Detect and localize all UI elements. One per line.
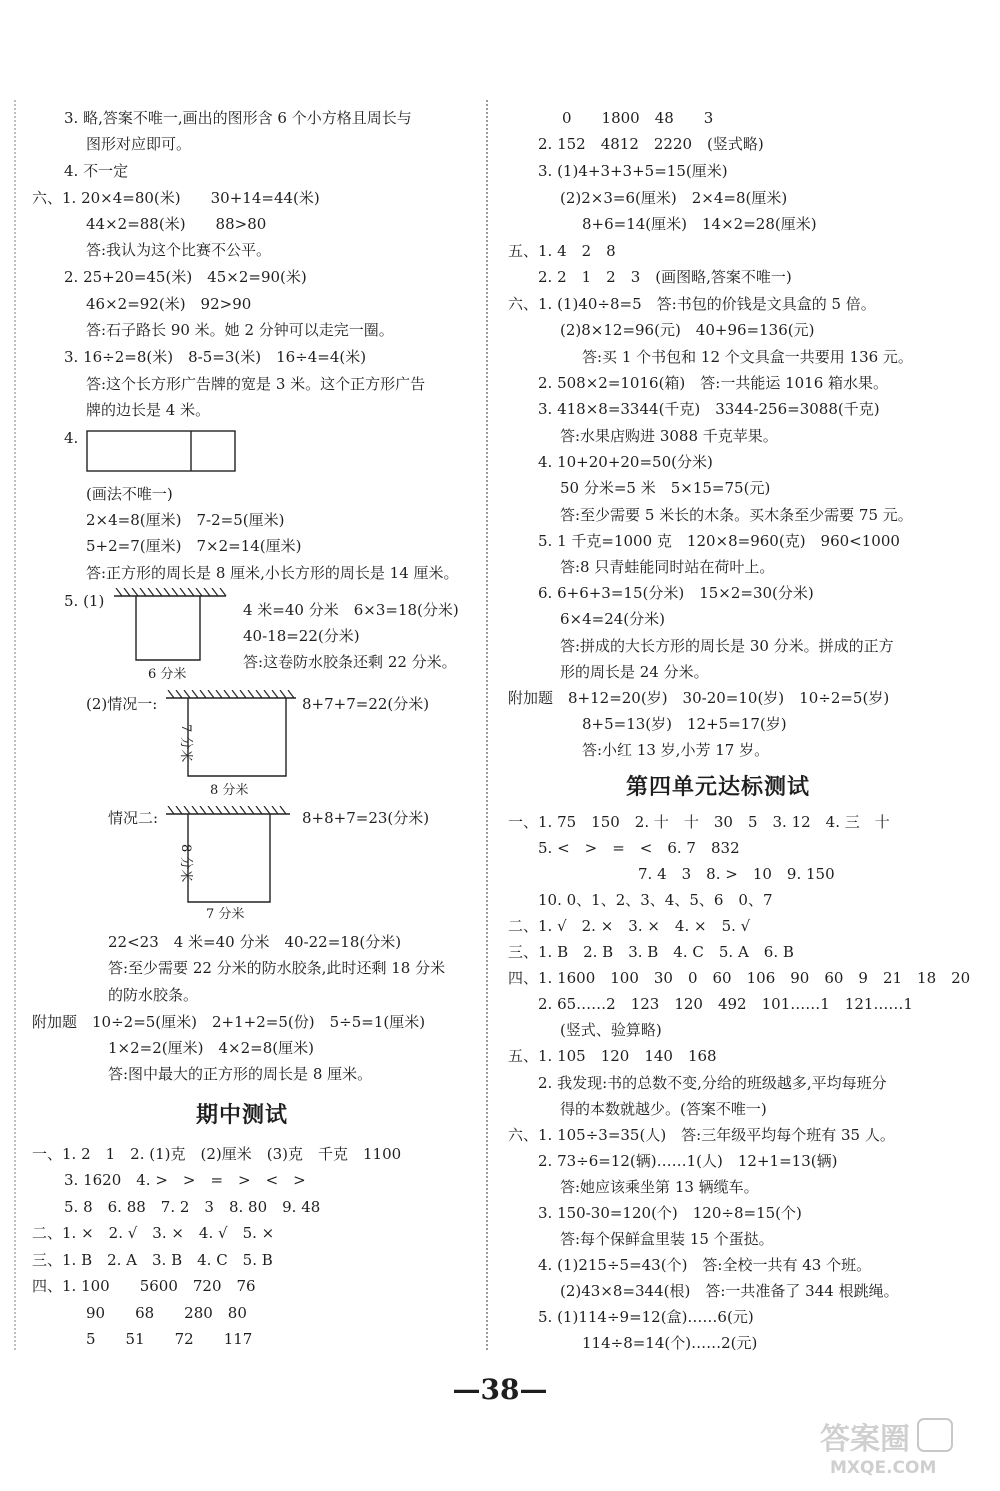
answer-line: (竖式、验算略) [560, 1021, 662, 1039]
answer-line: 5 51 72 117 [86, 1330, 253, 1348]
answer-line: 5. (1)114÷9=12(盒)……6(元) [538, 1308, 754, 1326]
fig2-height-label: 7 分米 [178, 724, 193, 763]
answer-line: (2)2×3=6(厘米) 2×4=8(厘米) [560, 189, 788, 207]
answer-line: 2. 25+20=45(米) 45×2=90(米) [64, 268, 307, 286]
answer-line: 答:至少需要 5 米长的木条。买木条至少需要 75 元。 [560, 506, 913, 524]
answer-line: 四、1. 100 5600 720 76 [32, 1277, 256, 1295]
column-divider [486, 100, 488, 1350]
answer-line: 附加题 10÷2=5(厘米) 2+1+2=5(份) 5÷5=1(厘米) [32, 1013, 426, 1031]
watermark-text: 答案圈 [820, 1422, 910, 1457]
answer-line: (画法不唯一) [86, 485, 173, 503]
answer-line: 得的本数就越少。(答案不唯一) [560, 1100, 767, 1118]
answer-line: 答:水果店购进 3088 千克苹果。 [560, 427, 778, 445]
answer-line: 5. 8 6. 88 7. 2 3 8. 80 9. 48 [64, 1198, 321, 1216]
answer-line: 答:她应该乘坐第 13 辆缆车。 [560, 1178, 759, 1196]
answer-line: 22<23 4 米=40 分米 40-22=18(分米) [108, 933, 402, 951]
answer-line: 的防水胶条。 [108, 986, 199, 1004]
answer-line: (2)情况一: [86, 695, 158, 713]
answer-line: (2)8×12=96(元) 40+96=136(元) [560, 321, 815, 339]
answer-line: 114÷8=14(个)……2(元) [582, 1334, 758, 1352]
fig3-height-label: 8 分米 [178, 844, 193, 883]
answer-line: 8+8+7=23(分米) [302, 809, 430, 827]
answer-line: 8+5=13(岁) 12+5=17(岁) [582, 715, 787, 733]
answer-line: 答:8 只青蛙能同时站在荷叶上。 [560, 558, 775, 576]
answer-line: 3. 150-30=120(个) 120÷8=15(个) [538, 1204, 802, 1222]
answer-line: 5. < > = < 6. 7 832 [538, 839, 740, 857]
answer-line: 答:石子路长 90 米。她 2 分钟可以走完一圈。 [86, 321, 394, 339]
answer-line: 4 米=40 分米 6×3=18(分米) [243, 601, 459, 619]
answer-line: 2. 152 4812 2220 (竖式略) [538, 135, 764, 153]
answer-line: 2. 65……2 123 120 492 101……1 121……1 [538, 995, 913, 1013]
answer-line: 4. [64, 429, 79, 447]
tape-figure-3 [160, 806, 300, 922]
answer-line: 答:正方形的周长是 8 厘米,小长方形的周长是 14 厘米。 [86, 564, 459, 582]
answer-line: 一、1. 75 150 2. 十 十 30 5 3. 12 4. 三 十 [508, 813, 890, 831]
answer-line: 3. 1620 4. > > = > < > [64, 1171, 306, 1189]
answer-line: 一、1. 2 1 2. (1)克 (2)厘米 (3)克 千克 1100 [32, 1145, 402, 1163]
tape-figure-1 [112, 588, 232, 686]
answer-line: 六、1. (1)40÷8=5 答:书包的价钱是文具盒的 5 倍。 [508, 295, 876, 313]
answer-line: 答:图中最大的正方形的周长是 8 厘米。 [108, 1065, 373, 1083]
answer-line: 答:这个长方形广告牌的宽是 3 米。这个正方形广告 [86, 375, 426, 393]
answer-line: 五、1. 105 120 140 168 [508, 1047, 717, 1065]
answer-line: 形的周长是 24 分米。 [560, 663, 709, 681]
answer-line: 四、1. 1600 100 30 0 60 106 90 60 9 21 18 20 [508, 969, 971, 987]
answer-line: 答:每个保鲜盒里装 15 个蛋挞。 [560, 1230, 774, 1248]
left-margin-rule [14, 100, 16, 1350]
answer-line: 8+7+7=22(分米) [302, 695, 430, 713]
answer-line: 情况二: [108, 809, 159, 827]
answer-line: 4. 不一定 [64, 162, 129, 180]
answer-line: 6. 6+6+3=15(分米) 15×2=30(分米) [538, 584, 814, 602]
answer-line: 8+6=14(厘米) 14×2=28(厘米) [582, 215, 817, 233]
answer-line: 90 68 280 80 [86, 1304, 247, 1322]
answer-line: 三、1. B 2. B 3. B 4. C 5. A 6. B [508, 943, 794, 961]
fig1-width-label: 6 分米 [148, 667, 187, 682]
answer-line: 附加题 8+12=20(岁) 30-20=10(岁) 10÷2=5(岁) [508, 689, 890, 707]
answer-line: 牌的边长是 4 米。 [86, 401, 211, 419]
answer-line: 46×2=92(米) 92>90 [86, 295, 252, 313]
answer-line: 0 1800 48 3 [562, 109, 714, 127]
answer-line: 2. 73÷6=12(辆)……1(人) 12+1=13(辆) [538, 1152, 838, 1170]
answer-line: 4. (1)215÷5=43(个) 答:全校一共有 43 个班。 [538, 1256, 872, 1274]
answer-line: 2. 我发现:书的总数不变,分给的班级越多,平均每班分 [538, 1074, 887, 1092]
section-title-midterm: 期中测试 [196, 1102, 289, 1128]
answer-line: 2. 2 1 2 3 (画图略,答案不唯一) [538, 268, 792, 286]
answer-line: 2. 508×2=1016(箱) 答:一共能运 1016 箱水果。 [538, 374, 889, 392]
fig2-width-label: 8 分米 [210, 783, 249, 798]
answer-line: 50 分米=5 米 5×15=75(元) [560, 479, 771, 497]
answer-line: 答:至少需要 22 分米的防水胶条,此时还剩 18 分米 [108, 959, 446, 977]
answer-line: 答:我认为这个比赛不公平。 [86, 241, 272, 259]
answer-line: 1×2=2(厘米) 4×2=8(厘米) [108, 1039, 314, 1057]
answer-line: 答:小红 13 岁,小芳 17 岁。 [582, 741, 770, 759]
answer-line: 六、1. 20×4=80(米) 30+14=44(米) [32, 189, 320, 207]
answer-line: 答:买 1 个书包和 12 个文具盒一共要用 136 元。 [582, 348, 913, 366]
answer-line: 5+2=7(厘米) 7×2=14(厘米) [86, 537, 302, 555]
answer-line: 6×4=24(分米) [560, 610, 666, 628]
answer-line: 3. 略,答案不唯一,画出的图形含 6 个小方格且周长与 [64, 109, 412, 127]
answer-line: 答:拼成的大长方形的周长是 30 分米。拼成的正方 [560, 637, 894, 655]
answer-line: 5. 1 千克=1000 克 120×8=960(克) 960<1000 [538, 532, 900, 550]
fig3-width-label: 7 分米 [206, 907, 245, 922]
answer-line: 7. 4 3 8. > 10 9. 150 [638, 865, 835, 883]
answer-line: 图形对应即可。 [86, 135, 192, 153]
answer-line: 二、1. √ 2. × 3. × 4. × 5. √ [508, 917, 751, 935]
watermark-logo [816, 1415, 956, 1479]
answer-line: 六、1. 105÷3=35(人) 答:三年级平均每个班有 35 人。 [508, 1126, 895, 1144]
answer-line: 3. (1)4+3+3+5=15(厘米) [538, 162, 728, 180]
answer-line: 5. (1) [64, 592, 105, 610]
answer-line: 答:这卷防水胶条还剩 22 分米。 [243, 653, 457, 671]
answer-line: 2×4=8(厘米) 7-2=5(厘米) [86, 511, 285, 529]
tape-figure-2 [160, 690, 300, 798]
answer-line: 40-18=22(分米) [243, 627, 360, 645]
page-number: —38— [452, 1373, 548, 1406]
answer-line: 44×2=88(米) 88>80 [86, 215, 267, 233]
answer-line: 三、1. B 2. A 3. B 4. C 5. B [32, 1251, 273, 1269]
split-rectangle-figure [84, 428, 240, 474]
answer-line: 五、1. 4 2 8 [508, 242, 616, 260]
answer-line: 10. 0、1、2、3、4、5、6 0、7 [538, 891, 773, 909]
answer-line: 二、1. × 2. √ 3. × 4. √ 5. × [32, 1224, 275, 1242]
answer-line: (2)43×8=344(根) 答:一共准备了 344 根跳绳。 [560, 1282, 899, 1300]
answer-line: 4. 10+20+20=50(分米) [538, 453, 713, 471]
section-title-unit4: 第四单元达标测试 [626, 774, 811, 800]
watermark-url: MXQE.COM [830, 1458, 937, 1478]
answer-line: 3. 418×8=3344(千克) 3344-256=3088(千克) [538, 400, 880, 418]
answer-line: 3. 16÷2=8(米) 8-5=3(米) 16÷4=4(米) [64, 348, 367, 366]
